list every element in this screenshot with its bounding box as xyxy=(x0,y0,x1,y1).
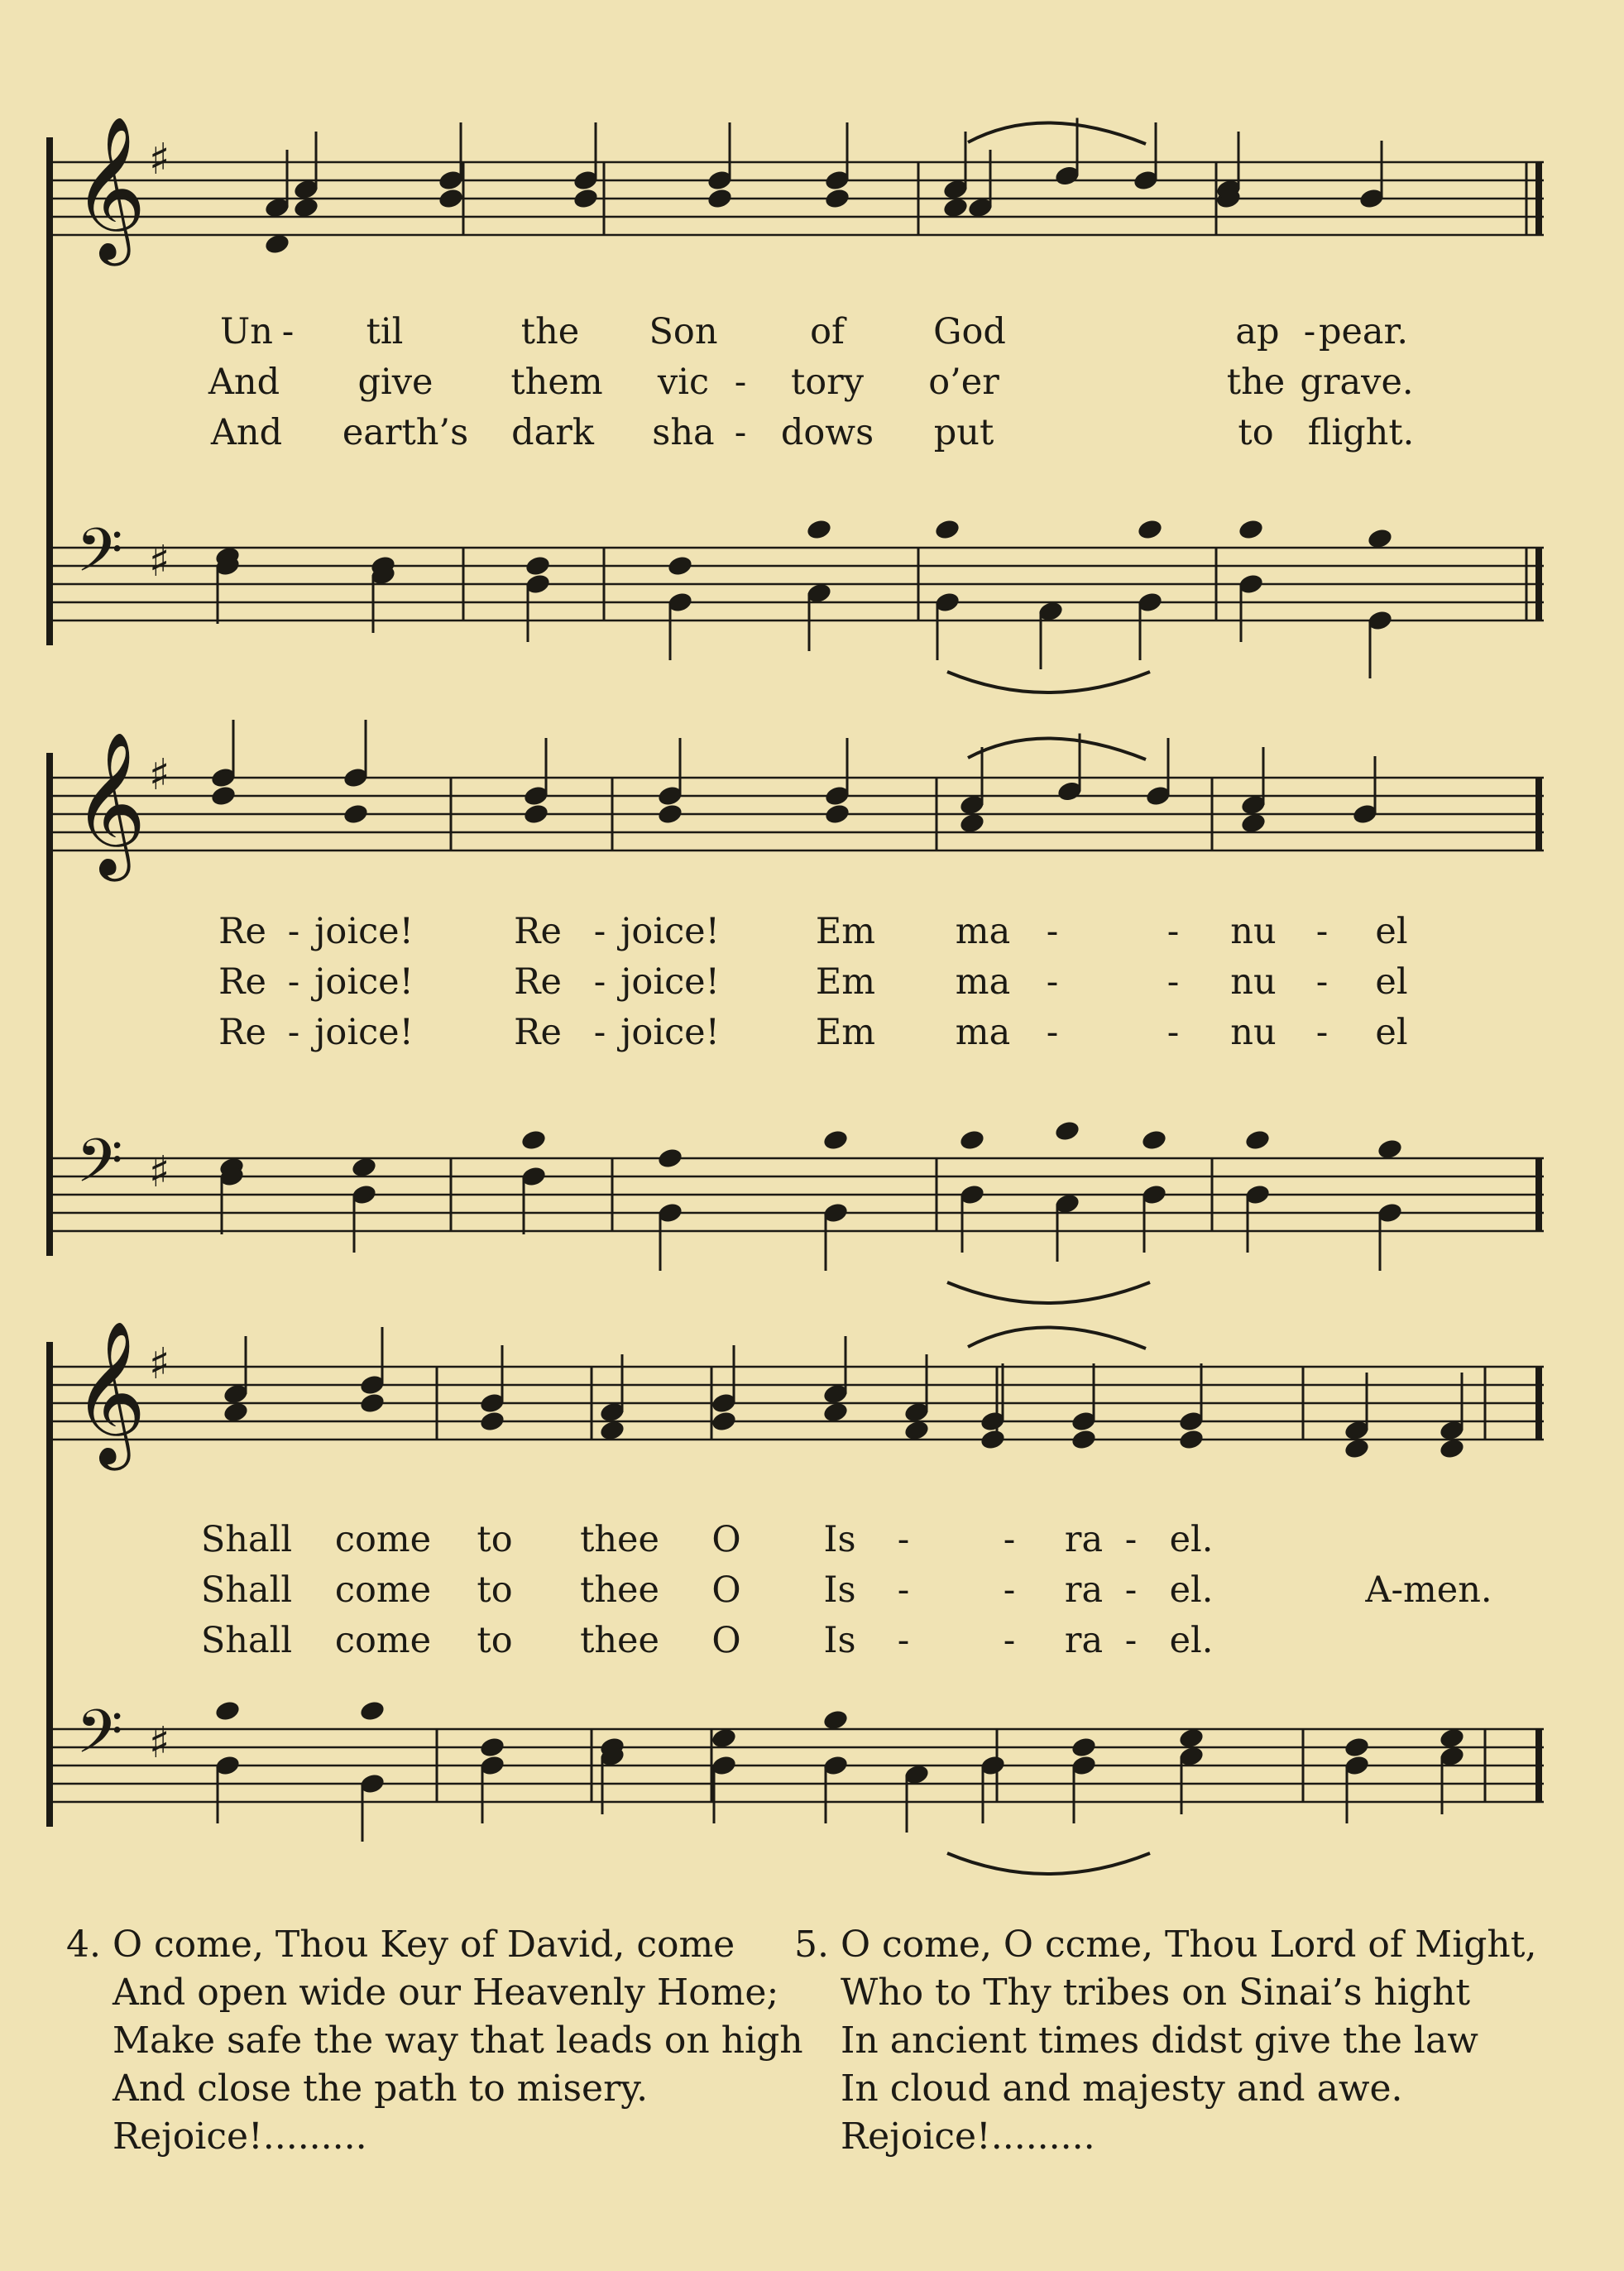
system-1-bass-slur xyxy=(947,672,1150,692)
lyric-s1-l2-w2: give xyxy=(357,362,434,403)
system-1-treble-note xyxy=(823,187,850,210)
lyric-s3-l2-w3: to xyxy=(477,1569,513,1611)
lyric-s3-l1-w3: to xyxy=(477,1519,513,1560)
lyric-s2-l3-w6: joice! xyxy=(620,1012,720,1053)
lyric-s3-l3-w1: Shall xyxy=(200,1620,293,1661)
system-2-bass-note xyxy=(1243,1128,1271,1152)
lyric-s2-l3-w5: - xyxy=(593,1012,606,1053)
lyric-s2-l1-w10: - xyxy=(1167,911,1180,952)
lyric-s2-l3-w1: Re xyxy=(218,1012,266,1053)
verse-4-line-5: Rejoice!......... xyxy=(113,2115,367,2158)
verse-5-line-4: In cloud and majesty and awe. xyxy=(841,2067,1403,2110)
system-1-treble-clef-icon: 𝄞 xyxy=(73,116,146,260)
lyric-s1-l2-w1: And xyxy=(208,362,280,403)
verse-4-number: 4. xyxy=(66,1924,101,1966)
lyric-s1-l3-w2: earth’s xyxy=(342,412,469,453)
lyric-s2-l2-w7: Em xyxy=(815,961,876,1003)
lyric-s3-l2-w1: Shall xyxy=(200,1569,293,1611)
lyric-s1-l1-w8: ap xyxy=(1235,311,1280,352)
lyric-s3-l3-w5: O xyxy=(711,1620,741,1661)
lyric-s1-l3-w8: to xyxy=(1238,412,1274,453)
lyric-s1-l1-w6: of xyxy=(810,311,845,352)
system-1-treble-note xyxy=(437,187,464,210)
lyric-s3-l2-w4: thee xyxy=(580,1569,659,1611)
lyric-s2-l3-w11: nu xyxy=(1230,1012,1277,1053)
verse-4 xyxy=(66,1921,803,2161)
system-2-bass-note xyxy=(520,1128,547,1152)
lyric-s3-l2-w6: Is xyxy=(823,1569,856,1611)
system-1-treble-note xyxy=(706,187,733,210)
lyric-s3-l1-w4: thee xyxy=(580,1519,659,1560)
lyric-s1-l3-w4: sha xyxy=(652,412,715,453)
system-2-treble-slur xyxy=(968,738,1146,759)
lyric-s3-l3-w8: - xyxy=(1003,1620,1016,1661)
verse-5-line-1 xyxy=(794,1921,1536,1969)
lyric-s3-l1-w11: el. xyxy=(1169,1519,1214,1560)
lyric-s3-l3-w9: ra xyxy=(1064,1620,1104,1661)
lyric-s1-l2-w8: the xyxy=(1226,362,1286,403)
lyric-s1-l3-w7: put xyxy=(933,412,994,453)
lyric-s3-l1-w8: - xyxy=(1003,1519,1016,1560)
lyric-s1-l1-w9: - xyxy=(1303,311,1316,352)
lyric-s1-l2-w7: o’er xyxy=(928,362,999,403)
lyric-s1-l3-w6: dows xyxy=(780,412,874,453)
system-1-bass-clef-icon: 𝄢 xyxy=(76,515,123,600)
lyric-s1-l3-w3: dark xyxy=(511,412,594,453)
lyric-s3-l1-w5: O xyxy=(711,1519,741,1560)
lyric-s3-l2-w11: el. xyxy=(1169,1569,1214,1611)
system-2-treble-note xyxy=(342,803,369,826)
system-2-treble-note xyxy=(209,784,237,807)
verse-5-text-1: O come, O ccme, Thou Lord of Might, xyxy=(840,1924,1537,1966)
lyric-s3-l2-w7: - xyxy=(897,1569,910,1611)
verse-4-line-3: Make safe the way that leads on high xyxy=(113,2019,803,2062)
system-3-bass-note xyxy=(213,1699,241,1722)
verse-5-line-2: Who to Thy tribes on Sinai’s hight xyxy=(841,1972,1471,2014)
system-3-treble-note xyxy=(478,1410,505,1433)
lyric-s2-l3-w2: - xyxy=(287,1012,300,1053)
lyric-s2-l3-w8: ma xyxy=(955,1012,1011,1053)
system-2-bass-note xyxy=(1053,1119,1080,1143)
lyric-s1-l2-w3: them xyxy=(510,362,603,403)
system-1-treble-slur xyxy=(968,122,1146,144)
verse-4-text-1: O come, Thou Key of David, come xyxy=(112,1924,735,1966)
system-3-bass-note xyxy=(1343,1736,1370,1759)
lyric-s1-l2-w9: grave. xyxy=(1300,362,1414,403)
system-1-bass-note xyxy=(666,554,693,577)
system-2-treble-note xyxy=(823,803,850,826)
lyric-s3-l2-w8: - xyxy=(1003,1569,1016,1611)
system-3-treble-slur xyxy=(968,1327,1146,1349)
lyric-s2-l2-w3: joice! xyxy=(314,961,414,1003)
system-3-treble-note xyxy=(710,1410,737,1433)
system-1-treble-note xyxy=(572,187,599,210)
lyric-s1-l1-w5: Son xyxy=(649,311,718,352)
lyric-s3-l1-w10: - xyxy=(1124,1519,1138,1560)
system-1-bass-note xyxy=(933,518,961,541)
lyric-s2-l1-w8: ma xyxy=(955,911,1011,952)
system-1-sharp-icon: ♯ xyxy=(149,537,170,587)
lyric-s2-l2-w9: - xyxy=(1046,961,1059,1003)
system-3-bass-note xyxy=(478,1736,505,1759)
lyric-s1-l3-w5: - xyxy=(734,412,747,453)
lyric-s3-l2-w9: ra xyxy=(1064,1569,1104,1611)
lyric-s3-l3-w3: to xyxy=(477,1620,513,1661)
lyric-s1-l2-w5: - xyxy=(734,362,747,403)
lyric-s2-l3-w9: - xyxy=(1046,1012,1059,1053)
lyric-s2-l1-w9: - xyxy=(1046,911,1059,952)
system-3-treble-note xyxy=(358,1392,386,1415)
lyric-s2-l3-w10: - xyxy=(1167,1012,1180,1053)
lyric-s1-l1-w2: - xyxy=(281,311,295,352)
lyric-s2-l1-w2: - xyxy=(287,911,300,952)
verse-5 xyxy=(794,1921,1536,2161)
lyric-s2-l1-w3: joice! xyxy=(314,911,414,952)
lyric-s2-l2-w12: - xyxy=(1315,961,1329,1003)
system-2-bass-clef-icon: 𝄢 xyxy=(76,1125,123,1210)
system-2-bass-note xyxy=(822,1128,849,1152)
verse-5-line-3: In ancient times didst give the law xyxy=(841,2019,1478,2062)
lyric-s3-l1-w2: come xyxy=(334,1519,432,1560)
lyric-s3-l2-w5: O xyxy=(711,1569,741,1611)
system-1-bass-note xyxy=(1136,518,1163,541)
lyric-s3-l1-w7: - xyxy=(897,1519,910,1560)
lyric-s2-l1-w13: el xyxy=(1375,911,1408,952)
lyric-s3-l2-w10: - xyxy=(1124,1569,1138,1611)
system-2-sharp-icon: ♯ xyxy=(149,750,170,800)
system-3-treble-note xyxy=(1177,1428,1205,1451)
lyric-s2-l2-w13: el xyxy=(1375,961,1408,1003)
verse-5-line-5: Rejoice!......... xyxy=(841,2115,1095,2158)
lyric-s3-l3-w11: el. xyxy=(1169,1620,1214,1661)
system-1-bass-note xyxy=(1237,518,1264,541)
lyric-s1-l1-w4: the xyxy=(520,311,580,352)
system-2-treble-note xyxy=(656,803,683,826)
lyric-s2-l1-w1: Re xyxy=(218,911,266,952)
system-2-bass-note xyxy=(958,1128,985,1152)
lyric-s2-l1-w7: Em xyxy=(815,911,876,952)
lyric-s2-l3-w4: Re xyxy=(514,1012,562,1053)
lyric-s2-l3-w3: joice! xyxy=(314,1012,414,1053)
system-3-bass-clef-icon: 𝄢 xyxy=(76,1696,123,1781)
lyric-s2-l1-w6: joice! xyxy=(620,911,720,952)
system-2-bass-slur xyxy=(947,1282,1150,1303)
lyric-s2-l3-w13: el xyxy=(1375,1012,1408,1053)
lyric-s2-l2-w4: Re xyxy=(514,961,562,1003)
lyric-s1-l3-w1: And xyxy=(210,412,283,453)
system-3-treble-clef-icon: 𝄞 xyxy=(73,1320,146,1464)
lyric-s2-l2-w11: nu xyxy=(1230,961,1277,1003)
system-1-sharp-icon: ♯ xyxy=(149,135,170,184)
verse-4-line-1 xyxy=(66,1921,803,1969)
system-3-treble-note xyxy=(1070,1428,1097,1451)
lyric-s1-l1-w1: Un xyxy=(220,311,273,352)
system-3-bass-note xyxy=(1070,1736,1097,1759)
verse-4-line-2: And open wide our Heavenly Home; xyxy=(113,1972,779,2014)
lyric-s3-l1-w9: ra xyxy=(1064,1519,1104,1560)
lyric-s2-l2-w6: joice! xyxy=(620,961,720,1003)
lyric-s2-l2-w1: Re xyxy=(218,961,266,1003)
system-3-sharp-icon: ♯ xyxy=(149,1339,170,1389)
lyric-s2-l1-w11: nu xyxy=(1230,911,1277,952)
lyric-s1-l1-w7: God xyxy=(933,311,1006,352)
lyric-s1-l1-w10: pear. xyxy=(1318,311,1409,352)
lyric-s2-l1-w5: - xyxy=(593,911,606,952)
lyric-s1-l2-w4: vic xyxy=(657,362,710,403)
system-2-treble-note xyxy=(522,803,549,826)
system-3-treble-note xyxy=(979,1428,1006,1451)
system-3-sharp-icon: ♯ xyxy=(149,1718,170,1768)
system-1-bass-note xyxy=(805,518,832,541)
lyric-s2-l3-w7: Em xyxy=(815,1012,876,1053)
lyric-s2-l2-w8: ma xyxy=(955,961,1011,1003)
lyric-s3-l3-w2: come xyxy=(334,1620,432,1661)
system-3-bass-slur xyxy=(947,1853,1150,1874)
system-1-bass-note xyxy=(524,554,551,577)
verse-5-number: 5. xyxy=(794,1924,829,1966)
system-2-treble-clef-icon: 𝄞 xyxy=(73,731,146,875)
lyric-s3-l3-w4: thee xyxy=(580,1620,659,1661)
lyric-s1-l1-w3: til xyxy=(366,311,404,352)
system-3-bass-note xyxy=(358,1699,386,1722)
lyric-s3-l2-w12: A-men. xyxy=(1365,1569,1492,1611)
lyric-s3-l1-w1: Shall xyxy=(200,1519,293,1560)
lyric-s2-l1-w4: Re xyxy=(514,911,562,952)
lyric-s3-l3-w10: - xyxy=(1124,1620,1138,1661)
system-2-bass-note xyxy=(656,1147,683,1170)
lyric-s2-l2-w2: - xyxy=(287,961,300,1003)
lyric-s3-l1-w6: Is xyxy=(823,1519,856,1560)
lyric-s2-l1-w12: - xyxy=(1315,911,1329,952)
lyric-s1-l3-w9: flight. xyxy=(1307,412,1415,453)
system-2-sharp-icon: ♯ xyxy=(149,1147,170,1197)
lyric-s3-l3-w6: Is xyxy=(823,1620,856,1661)
lyric-s3-l3-w7: - xyxy=(897,1620,910,1661)
verse-4-line-4: And close the path to misery. xyxy=(113,2067,649,2110)
lyric-s1-l2-w6: tory xyxy=(790,362,865,403)
system-2-bass-note xyxy=(1140,1128,1167,1152)
lyric-s2-l3-w12: - xyxy=(1315,1012,1329,1053)
lyric-s2-l2-w10: - xyxy=(1167,961,1180,1003)
lyric-s3-l2-w2: come xyxy=(334,1569,432,1611)
lyric-s2-l2-w5: - xyxy=(593,961,606,1003)
